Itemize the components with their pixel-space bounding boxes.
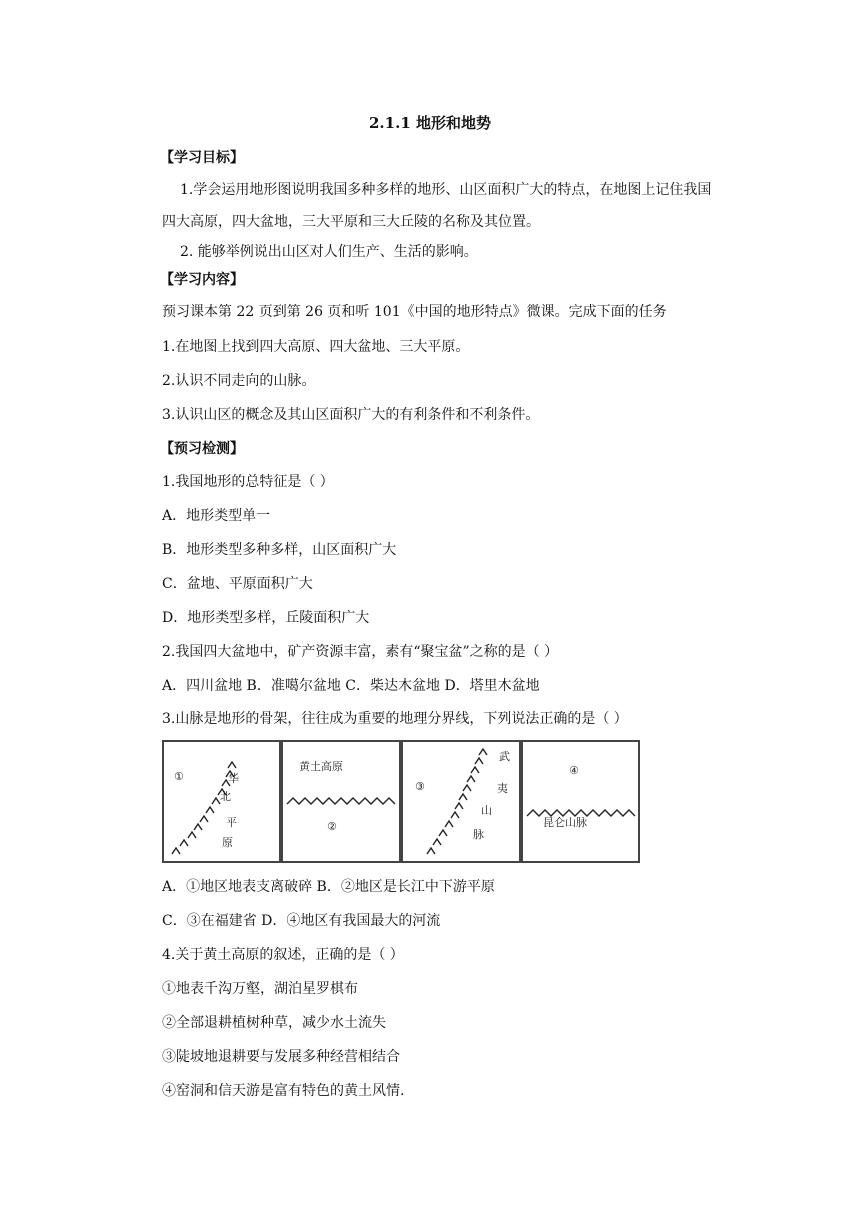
heading-preview-test: 【预习检测】 [160, 441, 244, 457]
page-title: 2.1.1 地形和地势 [369, 114, 491, 132]
heading-learning-content: 【学习内容】 [160, 272, 244, 288]
panel-1-label-char-3: 平 [226, 816, 237, 829]
question-4: 4.关于黄土高原的叙述，正确的是（ ） [162, 947, 404, 963]
question-2-options: A．四川盆地 B．准噶尔盆地 C．柴达木盆地 D．塔里木盆地 [162, 678, 540, 694]
panel-4-number: ④ [569, 764, 579, 777]
panel-1-label-char-1: 华 [228, 772, 239, 785]
panel-3-label-char-3: 山 [481, 804, 492, 817]
question-4-statement-1: ①地表千沟万壑，湖泊星罗棋布 [162, 981, 358, 997]
question-4-statement-3: ③陡坡地退耕要与发展多种经营相结合 [162, 1049, 400, 1065]
question-4-statement-4: ④窑洞和信天游是富有特色的黄土风情. [162, 1083, 405, 1099]
task-3: 3.认识山区的概念及其山区面积广大的有利条件和不利条件。 [162, 407, 540, 423]
question-3: 3.山脉是地形的骨架，往往成为重要的地理分界线，下列说法正确的是（ ） [162, 711, 628, 727]
goal-1-line-1: 1.学会运用地形图说明我国多种多样的地形、山区面积广大的特点，在地图上记住我国 [180, 182, 712, 198]
figure-panel-3 [401, 740, 521, 863]
figure-panel-1 [162, 740, 281, 863]
panel-2-label: 黄土高原 [299, 760, 343, 773]
panel-4-label: 昆仑山脉 [543, 816, 587, 829]
question-2: 2.我国四大盆地中，矿产资源丰富，素有“聚宝盆”之称的是（ ） [162, 644, 559, 660]
goal-1-line-2: 四大高原，四大盆地，三大平原和三大丘陵的名称及其位置。 [162, 214, 540, 230]
question-1-option-d: D．地形类型多样，丘陵面积广大 [162, 610, 370, 626]
figure-panel-2 [281, 740, 401, 863]
question-1-option-c: C．盆地、平原面积广大 [162, 576, 313, 592]
figure-panel-4 [521, 740, 640, 863]
panel-1-label-char-2: 北 [220, 790, 231, 803]
task-2: 2.认识不同走向的山脉。 [162, 373, 316, 389]
question-1: 1.我国地形的总特征是（ ） [162, 474, 334, 490]
panel-1-number: ① [174, 770, 184, 783]
panel-3-number: ③ [415, 780, 425, 793]
mountain-figure [162, 740, 640, 865]
task-1: 1.在地图上找到四大高原、四大盆地、三大平原。 [162, 339, 470, 355]
question-3-options-ab: A．①地区地表支离破碎 B．②地区是长江中下游平原 [162, 879, 495, 895]
goal-2: 2. 能够举例说出山区对人们生产、生活的影响。 [180, 244, 478, 260]
panel-2-number: ② [327, 820, 337, 833]
question-1-option-b: B．地形类型多种多样，山区面积广大 [162, 542, 397, 558]
question-4-statement-2: ②全部退耕植树种草，减少水土流失 [162, 1015, 386, 1031]
panel-3-label-char-1: 武 [499, 750, 510, 763]
panel-3-label-char-4: 脉 [473, 828, 484, 841]
content-intro: 预习课本第 22 页到第 26 页和听 101《中国的地形特点》微课。完成下面的任务 [162, 304, 667, 320]
question-3-options-cd: C．③在福建省 D．④地区有我国最大的河流 [162, 913, 441, 929]
panel-1-label-char-4: 原 [222, 836, 233, 849]
heading-learning-goals: 【学习目标】 [160, 150, 244, 166]
mountain-range-icon [523, 742, 638, 861]
panel-3-label-char-2: 夷 [497, 782, 508, 795]
question-1-option-a: A．地形类型单一 [162, 508, 271, 524]
